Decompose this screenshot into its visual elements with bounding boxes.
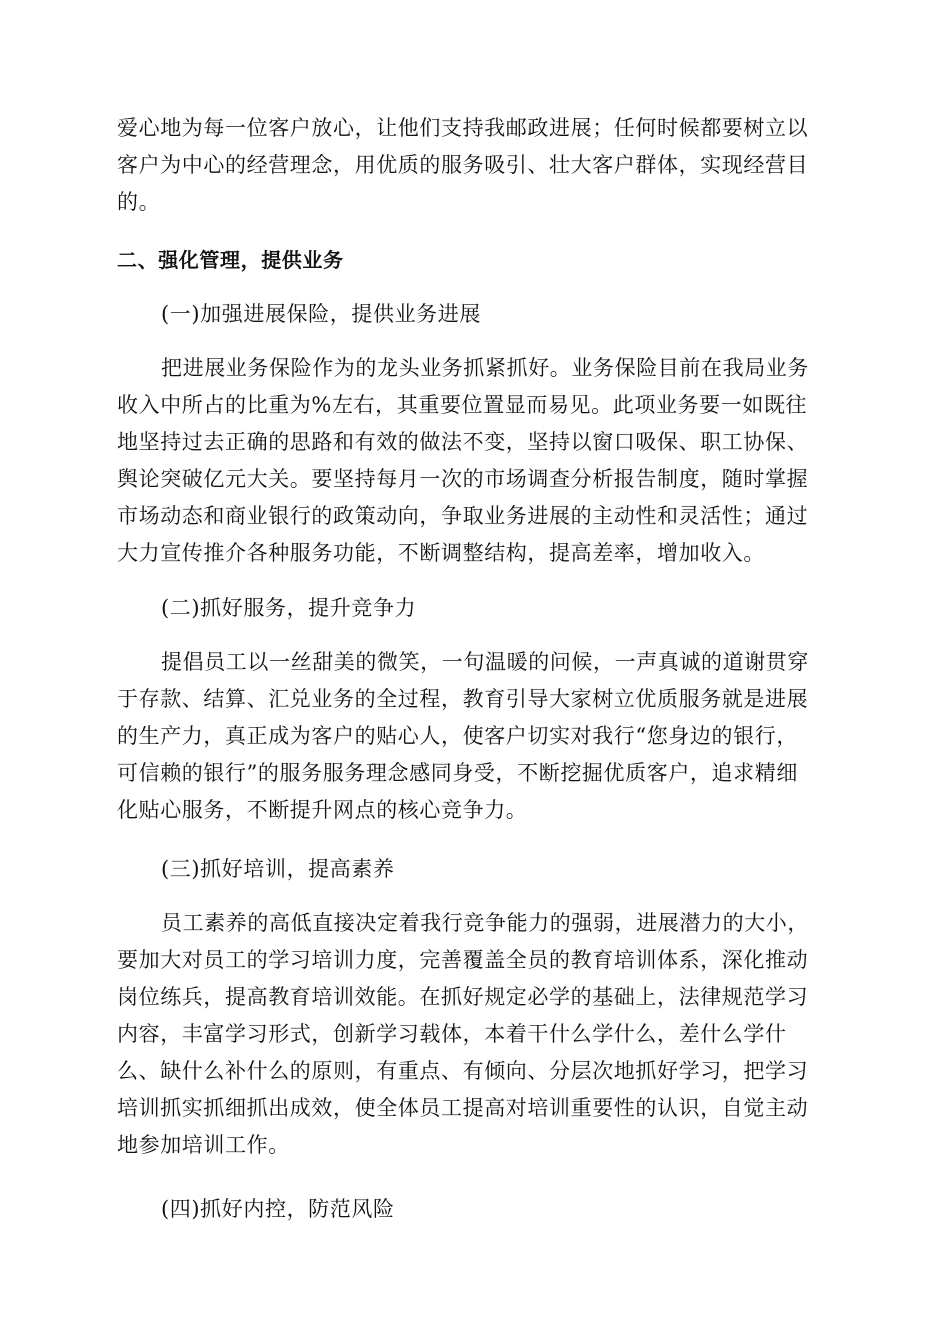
text-line: 客户为中心的经营理念，用优质的服务吸引、壮大客户群体，实现经营目 [117, 153, 809, 177]
text-line: 么、缺什么补什么的原则，有重点、有倾向、分层次地抓好学习，把学习 [117, 1059, 809, 1083]
text-line: 舆论突破亿元大关。要坚持每月一次的市场调查分析报告制度，随时掌握 [117, 467, 809, 491]
text-line: 内容，丰富学习形式，创新学习载体，本着干什么学什么，差什么学什 [117, 1022, 787, 1046]
heading-text: 二、强化管理，提供业务 [117, 248, 344, 272]
text-line: 地参加培训工作。 [117, 1133, 290, 1157]
subheading-text: (三)抓好培训，提高素养 [161, 857, 395, 881]
text-line: 的。 [117, 190, 161, 214]
text-line: 岗位练兵，提高教育培训效能。在抓好规定必学的基础上，法律规范学习 [117, 985, 809, 1009]
text-line: 地坚持过去正确的思路和有效的做法不变，坚持以窗口吸保、职工协保、 [117, 430, 809, 454]
text-line: 化贴心服务，不断提升网点的核心竞争力。 [117, 798, 528, 822]
text-line: 把进展业务保险作为的龙头业务抓紧抓好。业务保险目前在我局业务 [161, 356, 809, 380]
section-heading [117, 242, 833, 279]
text-line: 培训抓实抓细抓出成效，使全体员工提高对培训重要性的认识，自觉主动 [117, 1096, 809, 1120]
text-line: 的生产力，真正成为客户的贴心人，使客户切实对我行“您身边的银行， [117, 724, 798, 748]
paragraph-continuation [117, 110, 833, 221]
text-line: 于存款、结算、汇兑业务的全过程，教育引导大家树立优质服务就是进展 [117, 687, 809, 711]
subheading-text: (二)抓好服务，提升竞争力 [161, 596, 417, 620]
text-line: 大力宣传推介各种服务功能，不断调整结构，提高差率，增加收入。 [117, 541, 765, 565]
text-line: 收入中所占的比重为%左右，其重要位置显而易见。此项业务要一如既往 [117, 393, 808, 417]
text-line: 员工素养的高低直接决定着我行竞争能力的强弱，进展潜力的大小， [161, 911, 809, 935]
paragraph-2 [117, 644, 833, 829]
subheading-2 [117, 590, 877, 627]
paragraph-1 [117, 350, 833, 572]
subheading-1 [117, 296, 877, 333]
text-line: 爱心地为每一位客户放心，让他们支持我邮政进展；任何时候都要树立以 [117, 116, 809, 140]
subheading-3 [117, 851, 877, 888]
text-line: 可信赖的银行”的服务服务理念感同身受，不断挖掘优质客户，追求精细 [117, 761, 798, 785]
subheading-text: (四)抓好内控，防范风险 [161, 1197, 395, 1221]
paragraph-3 [117, 905, 833, 1164]
text-line: 要加大对员工的学习培训力度，完善覆盖全员的教育培训体系，深化推动 [117, 948, 809, 972]
text-line: 市场动态和商业银行的政策动向，争取业务进展的主动性和灵活性；通过 [117, 504, 809, 528]
text-line: 提倡员工以一丝甜美的微笑，一句温暖的问候，一声真诚的道谢贯穿 [161, 650, 809, 674]
subheading-text: (一)加强进展保险，提供业务进展 [161, 302, 481, 326]
subheading-4 [117, 1191, 877, 1228]
